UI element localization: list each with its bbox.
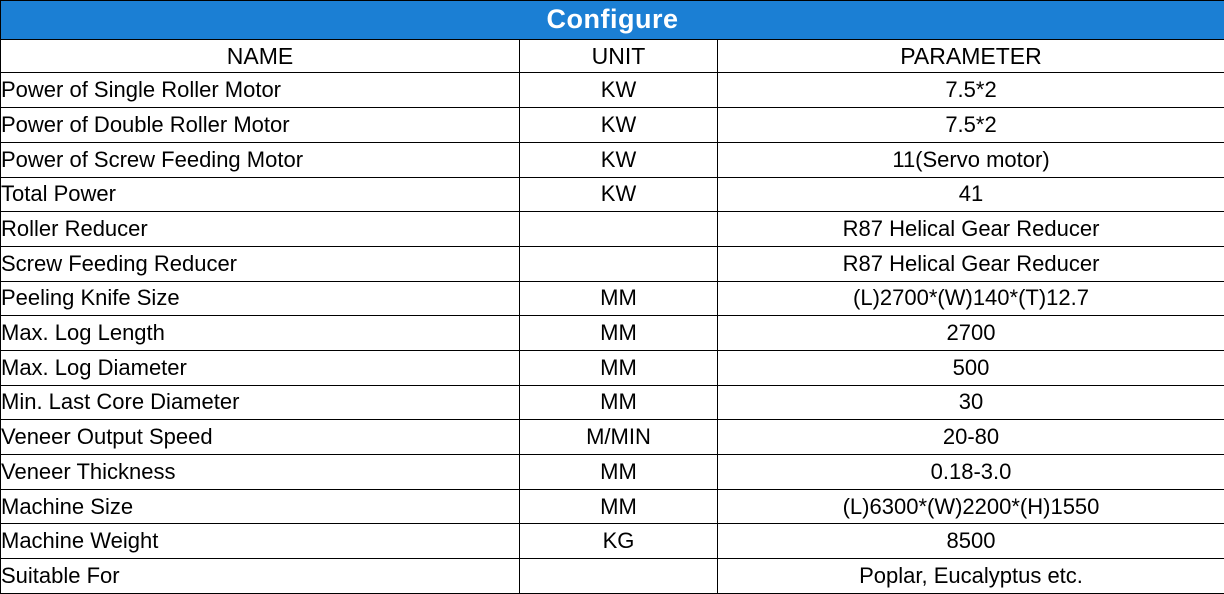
row-parameter: 30 (718, 385, 1224, 420)
row-parameter: R87 Helical Gear Reducer (718, 212, 1224, 247)
table-row (1, 246, 1224, 281)
row-unit: MM (520, 350, 718, 385)
row-parameter: 0.18-3.0 (718, 455, 1224, 490)
table-row (1, 489, 1224, 524)
table-row (1, 73, 1224, 108)
row-parameter: 7.5*2 (718, 108, 1224, 143)
row-parameter: 7.5*2 (718, 73, 1224, 108)
row-parameter: Poplar, Eucalyptus etc. (718, 559, 1224, 594)
table-title: Configure (1, 1, 1224, 40)
table-row (1, 281, 1224, 316)
column-header-parameter: PARAMETER (718, 39, 1224, 73)
column-header-unit: UNIT (520, 39, 718, 73)
row-unit: KW (520, 142, 718, 177)
table-row (1, 350, 1224, 385)
row-unit (520, 212, 718, 247)
row-name: Power of Single Roller Motor (1, 73, 520, 108)
row-unit: MM (520, 489, 718, 524)
column-header-name: NAME (1, 39, 520, 73)
row-unit: MM (520, 455, 718, 490)
row-name: Max. Log Length (1, 316, 520, 351)
row-name: Total Power (1, 177, 520, 212)
row-unit: MM (520, 385, 718, 420)
table-row (1, 142, 1224, 177)
row-unit: KW (520, 73, 718, 108)
table-title-row (1, 1, 1224, 40)
table-row (1, 559, 1224, 594)
table-row (1, 177, 1224, 212)
row-unit (520, 246, 718, 281)
row-parameter: 41 (718, 177, 1224, 212)
row-name: Roller Reducer (1, 212, 520, 247)
row-name: Screw Feeding Reducer (1, 246, 520, 281)
row-unit: KW (520, 108, 718, 143)
row-name: Peeling Knife Size (1, 281, 520, 316)
table-header-row (1, 39, 1224, 73)
row-parameter: 8500 (718, 524, 1224, 559)
row-parameter: 20-80 (718, 420, 1224, 455)
row-unit: M/MIN (520, 420, 718, 455)
table-row (1, 455, 1224, 490)
row-name: Veneer Thickness (1, 455, 520, 490)
row-name: Power of Screw Feeding Motor (1, 142, 520, 177)
row-name: Min. Last Core Diameter (1, 385, 520, 420)
row-unit (520, 559, 718, 594)
table-row (1, 108, 1224, 143)
row-name: Max. Log Diameter (1, 350, 520, 385)
row-name: Suitable For (1, 559, 520, 594)
row-parameter: 11(Servo motor) (718, 142, 1224, 177)
row-unit: KG (520, 524, 718, 559)
table-row (1, 212, 1224, 247)
row-parameter: R87 Helical Gear Reducer (718, 246, 1224, 281)
row-unit: MM (520, 316, 718, 351)
row-parameter: 500 (718, 350, 1224, 385)
row-name: Machine Weight (1, 524, 520, 559)
row-name: Power of Double Roller Motor (1, 108, 520, 143)
row-parameter: (L)6300*(W)2200*(H)1550 (718, 489, 1224, 524)
table-row (1, 420, 1224, 455)
row-unit: KW (520, 177, 718, 212)
row-unit: MM (520, 281, 718, 316)
row-parameter: 2700 (718, 316, 1224, 351)
row-name: Machine Size (1, 489, 520, 524)
row-name: Veneer Output Speed (1, 420, 520, 455)
table-row (1, 524, 1224, 559)
table-row (1, 316, 1224, 351)
table-row (1, 385, 1224, 420)
row-parameter: (L)2700*(W)140*(T)12.7 (718, 281, 1224, 316)
